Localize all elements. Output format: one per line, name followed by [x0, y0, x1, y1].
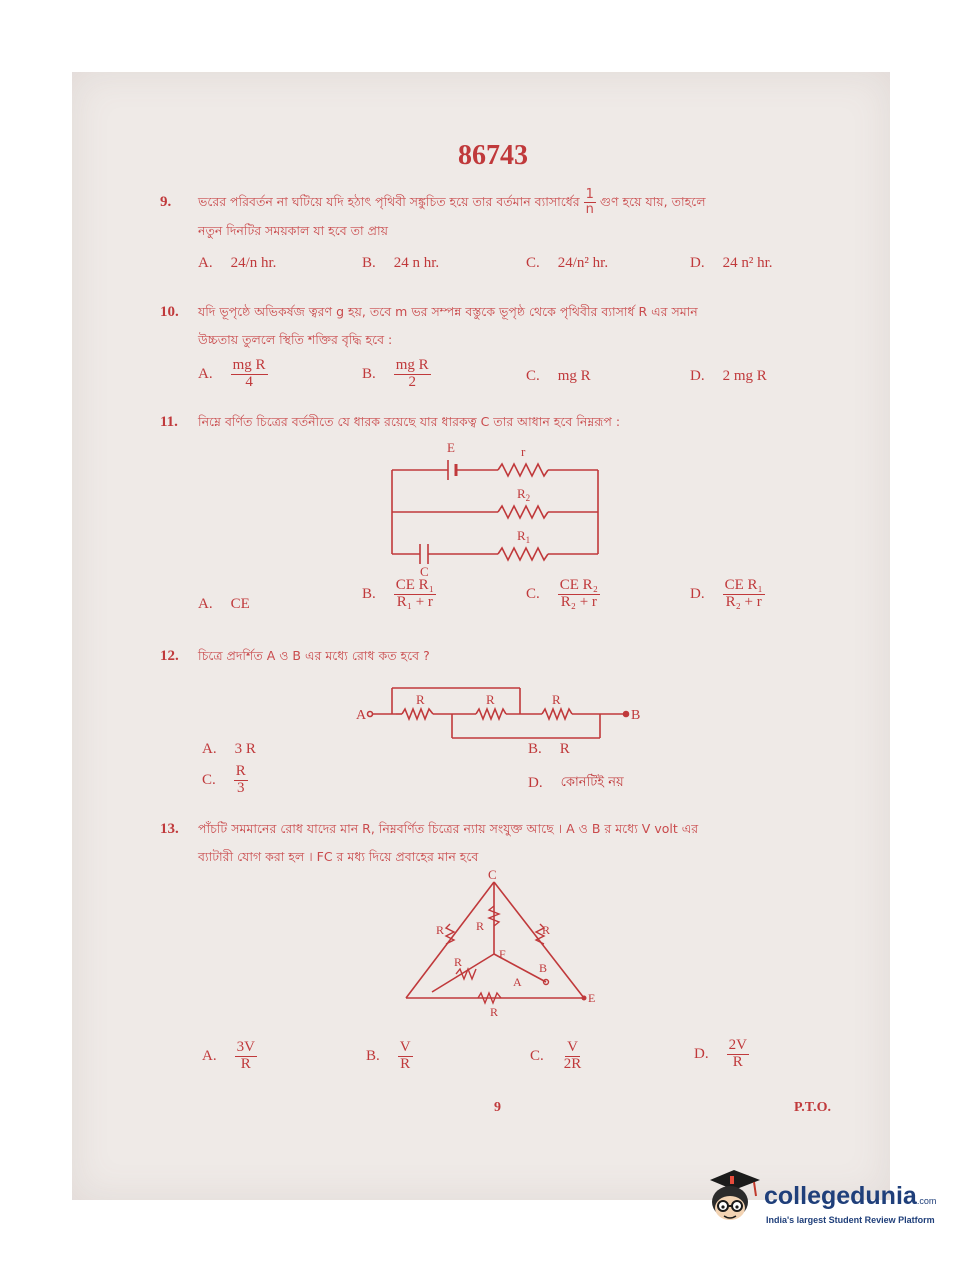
option-label: B. — [362, 585, 376, 602]
option-label: D. — [690, 255, 705, 271]
question-number: 10. — [160, 304, 179, 320]
fraction — [727, 1038, 749, 1071]
label-c: C — [420, 564, 429, 578]
option-a — [202, 741, 256, 758]
fraction-denominator: 2R — [563, 1055, 582, 1072]
label-f: F — [499, 947, 506, 961]
question-line: পাঁচটি সমমানের রোধ যাদের মান R, নিম্নবর্ণিত চিত্রের ন্যায় সংযুক্ত আছে । A ও B র মধ্যে V volt এর — [198, 821, 699, 836]
brand-logo — [764, 1182, 936, 1211]
fraction — [231, 358, 268, 391]
mascot-icon — [704, 1166, 762, 1228]
option-label: C. — [526, 368, 540, 384]
fraction — [723, 578, 765, 611]
question-text — [198, 298, 848, 354]
question-line: উচ্চতায় তুললে স্থিতি শক্তির বৃদ্ধি হবে : — [198, 332, 393, 347]
label-r: R — [454, 955, 463, 969]
brand-name: collegedunia — [764, 1182, 917, 1210]
option-b — [366, 1040, 413, 1073]
label-e: E — [447, 440, 455, 455]
fraction-numerator: 3V — [236, 1039, 255, 1055]
option-a — [198, 255, 276, 272]
option-label: C. — [530, 1047, 544, 1064]
option-c — [526, 255, 608, 272]
brand-suffix: .com — [916, 1196, 937, 1206]
option-text: 2 mg R — [722, 368, 767, 384]
option-b — [362, 578, 436, 611]
fraction-numerator: mg R — [395, 357, 429, 373]
fraction — [584, 188, 596, 216]
option-text: 3 R — [234, 741, 256, 757]
brand-tagline: India's largest Student Review Platform — [766, 1215, 935, 1225]
option-label: D. — [528, 775, 543, 791]
question-line: নতুন দিনটির সময়কাল যা হবে তা প্রায় — [198, 222, 388, 238]
fraction-numerator: R — [235, 763, 246, 779]
question-line: গুণ হয়ে যায়, তাহলে — [599, 194, 706, 209]
label-r: R — [476, 919, 485, 933]
label-r: R — [490, 1005, 499, 1019]
label-b: B — [631, 708, 641, 723]
fraction — [558, 578, 600, 611]
option-d — [690, 368, 767, 385]
label-c: C — [488, 867, 497, 882]
fraction-denominator: 3 — [237, 779, 245, 796]
pto-label: P.T.O. — [794, 1100, 831, 1115]
option-c — [526, 368, 591, 385]
question-number: 12. — [160, 648, 179, 664]
fraction — [234, 764, 248, 797]
option-d — [690, 578, 765, 611]
fraction — [562, 1040, 584, 1073]
fraction — [394, 358, 431, 391]
option-a — [198, 596, 250, 613]
option-c — [530, 1040, 583, 1073]
question-text: চিত্রে প্রদর্শিত A ও B এর মধ্যে রোধ কত হবে ? — [198, 648, 430, 663]
option-text: CE — [230, 596, 250, 612]
option-text: 24 n² hr. — [722, 255, 773, 271]
label-r: R — [552, 692, 561, 707]
label-r: R — [542, 923, 551, 937]
option-text: 24/n² hr. — [557, 255, 609, 271]
label-r2: $R_2$ — [517, 486, 531, 503]
option-label: A. — [198, 255, 213, 271]
fraction-numerator: 2V — [728, 1037, 747, 1053]
option-label: D. — [694, 1045, 709, 1062]
option-label: D. — [690, 368, 705, 384]
fraction-numerator: CE R₁ — [724, 577, 763, 593]
option-b — [528, 741, 570, 758]
question-text — [198, 815, 848, 871]
option-label: C. — [526, 255, 540, 271]
option-c — [526, 578, 600, 611]
option-label: D. — [690, 585, 705, 602]
fraction-denominator: R — [240, 1055, 251, 1072]
fraction — [394, 578, 436, 611]
fraction-numerator: V — [399, 1039, 411, 1055]
fraction — [398, 1040, 413, 1073]
fraction-numerator: 1 — [585, 187, 594, 203]
option-label: C. — [526, 585, 540, 602]
option-text: mg R — [557, 368, 591, 384]
option-label: A. — [198, 596, 213, 612]
option-b — [362, 255, 439, 272]
fraction-numerator: mg R — [232, 357, 266, 373]
fraction-numerator: CE R₂ — [559, 577, 598, 593]
option-b — [362, 358, 431, 391]
fraction-denominator: R — [732, 1053, 743, 1070]
label-r1: $R_1$ — [517, 528, 531, 545]
circuit-diagram-q12 — [350, 678, 650, 744]
fraction-numerator: V — [567, 1039, 578, 1055]
fraction-denominator: 2 — [408, 373, 416, 390]
question-line: যদি ভূপৃষ্ঠে অভিকর্ষজ ত্বরণ g হয়, তবে m ভর সম্পন্ন বস্তুকে ভূপৃষ্ঠ থেকে পৃথিবীর ব্যাসার্ধ R এর সমান — [198, 304, 698, 319]
question-text — [198, 188, 848, 245]
option-label: A. — [202, 1047, 217, 1064]
question-line: ব্যাটারী যোগ করা হল । FC র মধ্য দিয়ে প্রবাহের মান হবে — [198, 849, 479, 864]
label-a: A — [356, 708, 367, 723]
option-label: B. — [362, 255, 376, 271]
fraction-denominator: R₁ + r — [396, 593, 433, 610]
label-r: R — [486, 692, 495, 707]
page-number: 9 — [494, 1100, 501, 1115]
option-text: R — [559, 741, 570, 757]
fraction-numerator: CE R₁ — [395, 577, 434, 593]
label-r: R — [436, 923, 445, 937]
option-d — [528, 773, 624, 794]
label-b: B — [539, 961, 548, 975]
option-d — [690, 255, 773, 272]
fraction-denominator: R₂ + r — [725, 593, 762, 610]
paper-code: 86743 — [458, 140, 528, 171]
option-label: B. — [528, 741, 542, 757]
option-label: C. — [202, 771, 216, 788]
option-a — [198, 358, 268, 391]
fraction-denominator: R₂ + r — [560, 593, 597, 610]
circuit-diagram-q11 — [380, 436, 610, 578]
question-number: 11. — [160, 414, 178, 430]
option-label: A. — [198, 365, 213, 382]
question-line: ভরের পরিবর্তন না ঘটিয়ে যদি হঠাৎ পৃথিবী সঙ্কুচিত হয়ে তার বর্তমান ব্যাসার্ধের — [198, 194, 580, 209]
question-number: 9. — [160, 194, 172, 210]
fraction-denominator: R — [400, 1055, 411, 1072]
option-label: B. — [362, 365, 376, 382]
label-e: E — [588, 991, 596, 1005]
option-c — [202, 764, 248, 797]
option-label: B. — [366, 1047, 380, 1064]
fraction — [235, 1040, 257, 1073]
question-number: 13. — [160, 821, 179, 837]
option-text: 24 n hr. — [393, 255, 440, 271]
label-r: R — [416, 692, 425, 707]
label-r: r — [521, 444, 526, 459]
circuit-diagram-q13 — [396, 866, 606, 1022]
option-a — [202, 1040, 257, 1073]
fraction-denominator: n — [585, 202, 594, 217]
option-text: 24/n hr. — [230, 255, 277, 271]
question-text: নিম্নে বর্ণিত চিত্রের বর্তনীতে যে ধারক রয়েছে যার ধারকত্ব C তার আধান হবে নিম্নরূপ : — [198, 414, 621, 429]
option-d — [694, 1038, 749, 1071]
option-text: কোনটিই নয় — [560, 775, 624, 790]
option-label: A. — [202, 741, 217, 757]
label-a: A — [513, 975, 522, 989]
fraction-denominator: 4 — [245, 373, 253, 390]
